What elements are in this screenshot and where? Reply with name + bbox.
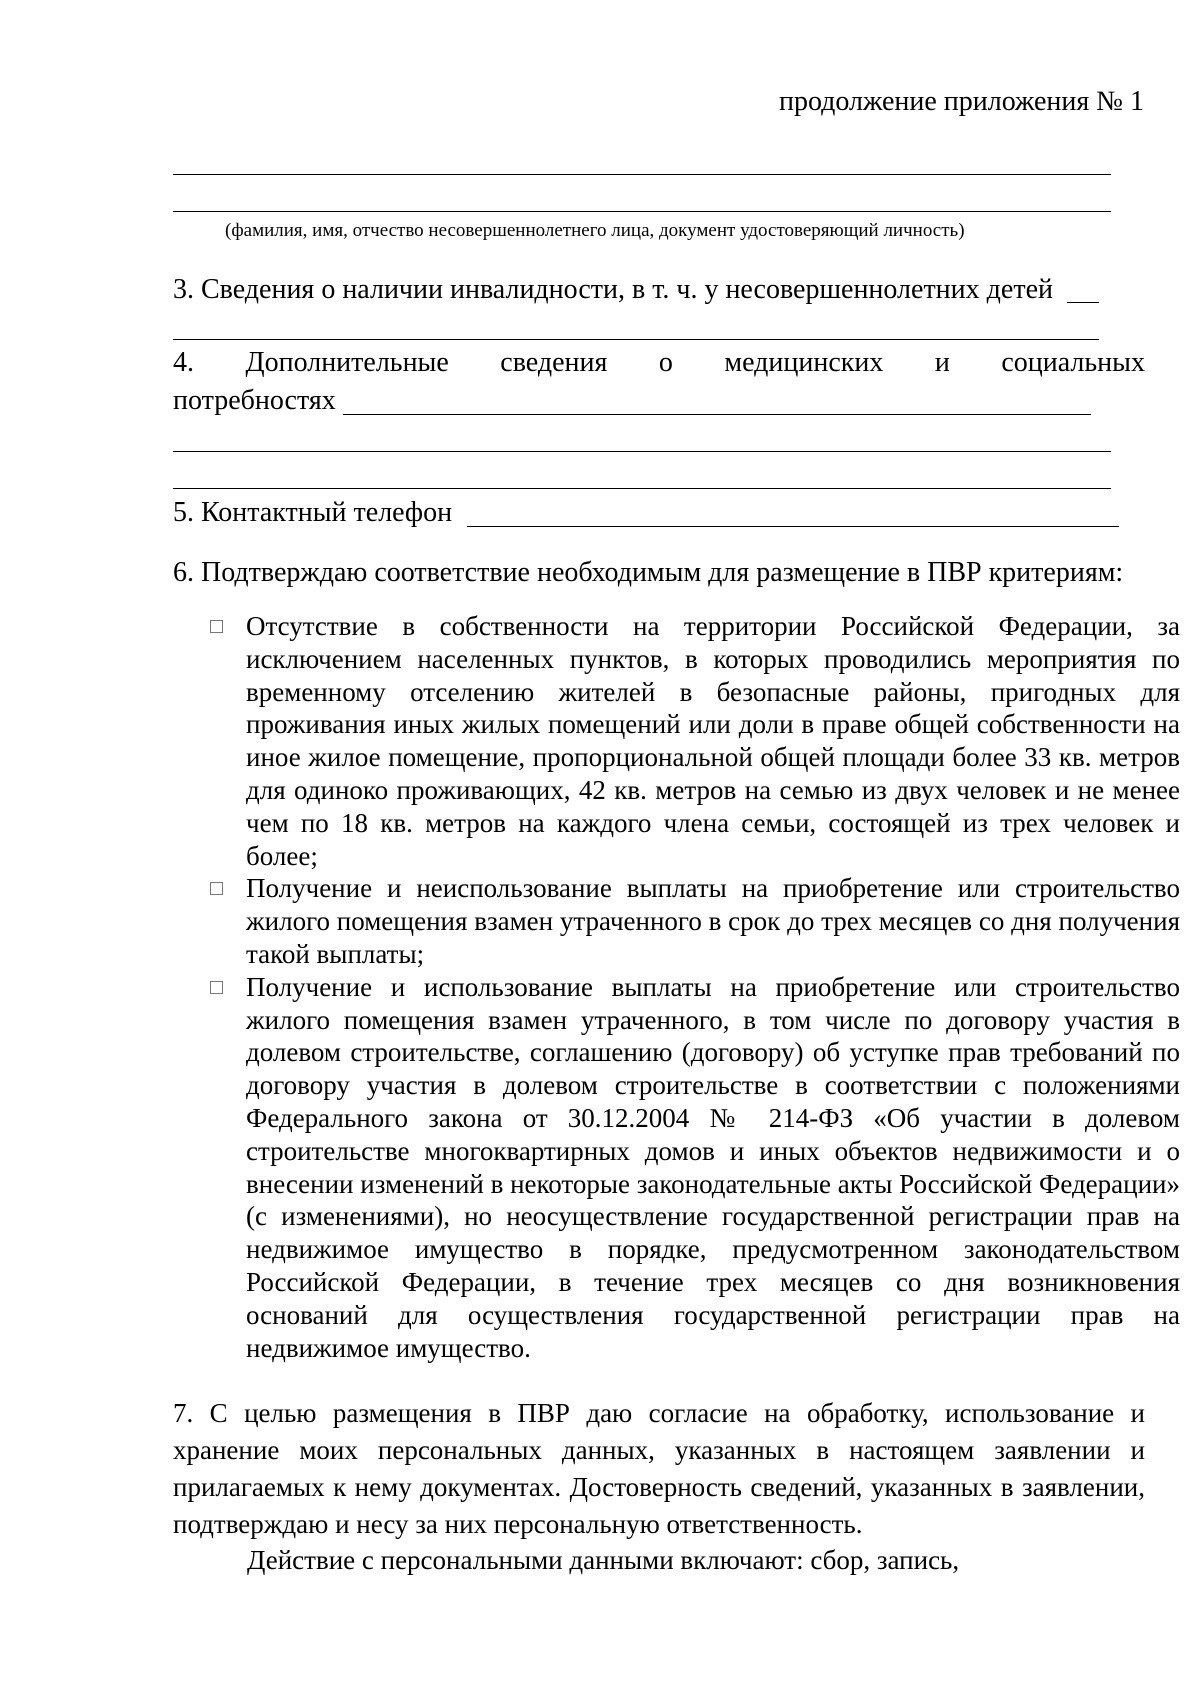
- section-7-paragraph: 7. С целью размещения в ПВР даю согласие на обработку, использование и хранение моих персональных данных, указанных в настоящем заявлении и прилагаемых к нему документах. Достоверность сведений, указанных в заявлении, подтверждаю и несу за них персональную ответственность.: [173, 1398, 1145, 1539]
- disability-field-line-2[interactable]: [173, 339, 1099, 340]
- criteria-item-text: Отсутствие в собственности на территории Российской Федерации, за исключением населенных пунктов, в которых проводились мероприятия по временному отселению жителей в безопасные районы, пригодных для проживания иных жилых помещений или доли в праве общей собственности на иное жилое помещение, пропорциональной общей площади более 33 кв. метров для одиноко проживающих, 42 кв. метров на семью из двух человек и не менее чем по 18 кв. метров на каждого члена семьи, состоящей из трех человек и более;: [246, 611, 1180, 871]
- section-4-line-2: потребностях: [173, 385, 336, 416]
- name-field-line-2[interactable]: [173, 211, 1111, 212]
- section-4-word: о: [658, 347, 673, 378]
- appendix-header: продолжение приложения № 1: [778, 86, 1144, 117]
- checkbox-icon[interactable]: [210, 981, 223, 994]
- criteria-list: [208, 610, 1180, 1364]
- section-4-word: медицинских: [724, 347, 884, 378]
- criteria-item-text: Получение и неиспользование выплаты на приобретение или строительство жилого помещения взамен утраченного в срок до трех месяцев со дня получения такой выплаты;: [246, 873, 1180, 969]
- personal-data-paragraph: Действие с персональными данными включают: сбор, запись,: [247, 1545, 960, 1575]
- medical-needs-field-line-2[interactable]: [173, 451, 1111, 452]
- section-4-line-1: [173, 344, 1145, 382]
- name-field-caption: (фамилия, имя, отчество несовершеннолетнего лица, документ удостоверяющий личность): [225, 220, 965, 241]
- medical-needs-field-line-1[interactable]: [343, 414, 1091, 415]
- name-field-line-1[interactable]: [173, 174, 1111, 175]
- checkbox-icon[interactable]: [210, 620, 223, 633]
- criteria-item-text: Получение и использование выплаты на приобретение или строительство жилого помещения взамен утраченного, в том числе по договору участия в долевом строительстве, соглашению (договору) об уступке прав требований по договору участия в долевом строительстве в соответствии с положениями Федерального закона от 30.12.2004 № 214-ФЗ «Об участии в долевом строительстве многоквартирных домов и иных объектов недвижимости и о внесении изменений в некоторые законодательные акты Российской Федерации» (с изменениями), но неосуществление государственной регистрации прав на недвижимое имущество в порядке, предусмотренном законодательством Российской Федерации, в течение трех месяцев со дня возникновения оснований для осуществления государственной регистрации прав на недвижимое имущество.: [246, 971, 1180, 1363]
- criteria-item-3: [208, 971, 1180, 1365]
- checkbox-icon[interactable]: [210, 882, 223, 895]
- criteria-item-2: [208, 872, 1180, 970]
- section-4-word: и: [934, 347, 950, 378]
- section-4-word: сведения: [500, 347, 608, 378]
- section-6-label: 6. Подтверждаю соответствие необходимым для размещение в ПВР критериям:: [173, 557, 1124, 588]
- section-4-word: 4.: [173, 347, 194, 378]
- section-3-label: 3. Сведения о наличии инвалидности, в т. ч. у несовершеннолетних детей: [173, 274, 1053, 305]
- section-5-label: 5. Контактный телефон: [173, 497, 453, 528]
- disability-field-line-1[interactable]: [1067, 302, 1099, 303]
- phone-field-line[interactable]: [467, 526, 1119, 527]
- section-4-word: социальных: [1001, 347, 1145, 378]
- section-4-word: Дополнительные: [245, 347, 449, 378]
- criteria-item-1: [208, 610, 1180, 872]
- medical-needs-field-line-3[interactable]: [173, 488, 1111, 489]
